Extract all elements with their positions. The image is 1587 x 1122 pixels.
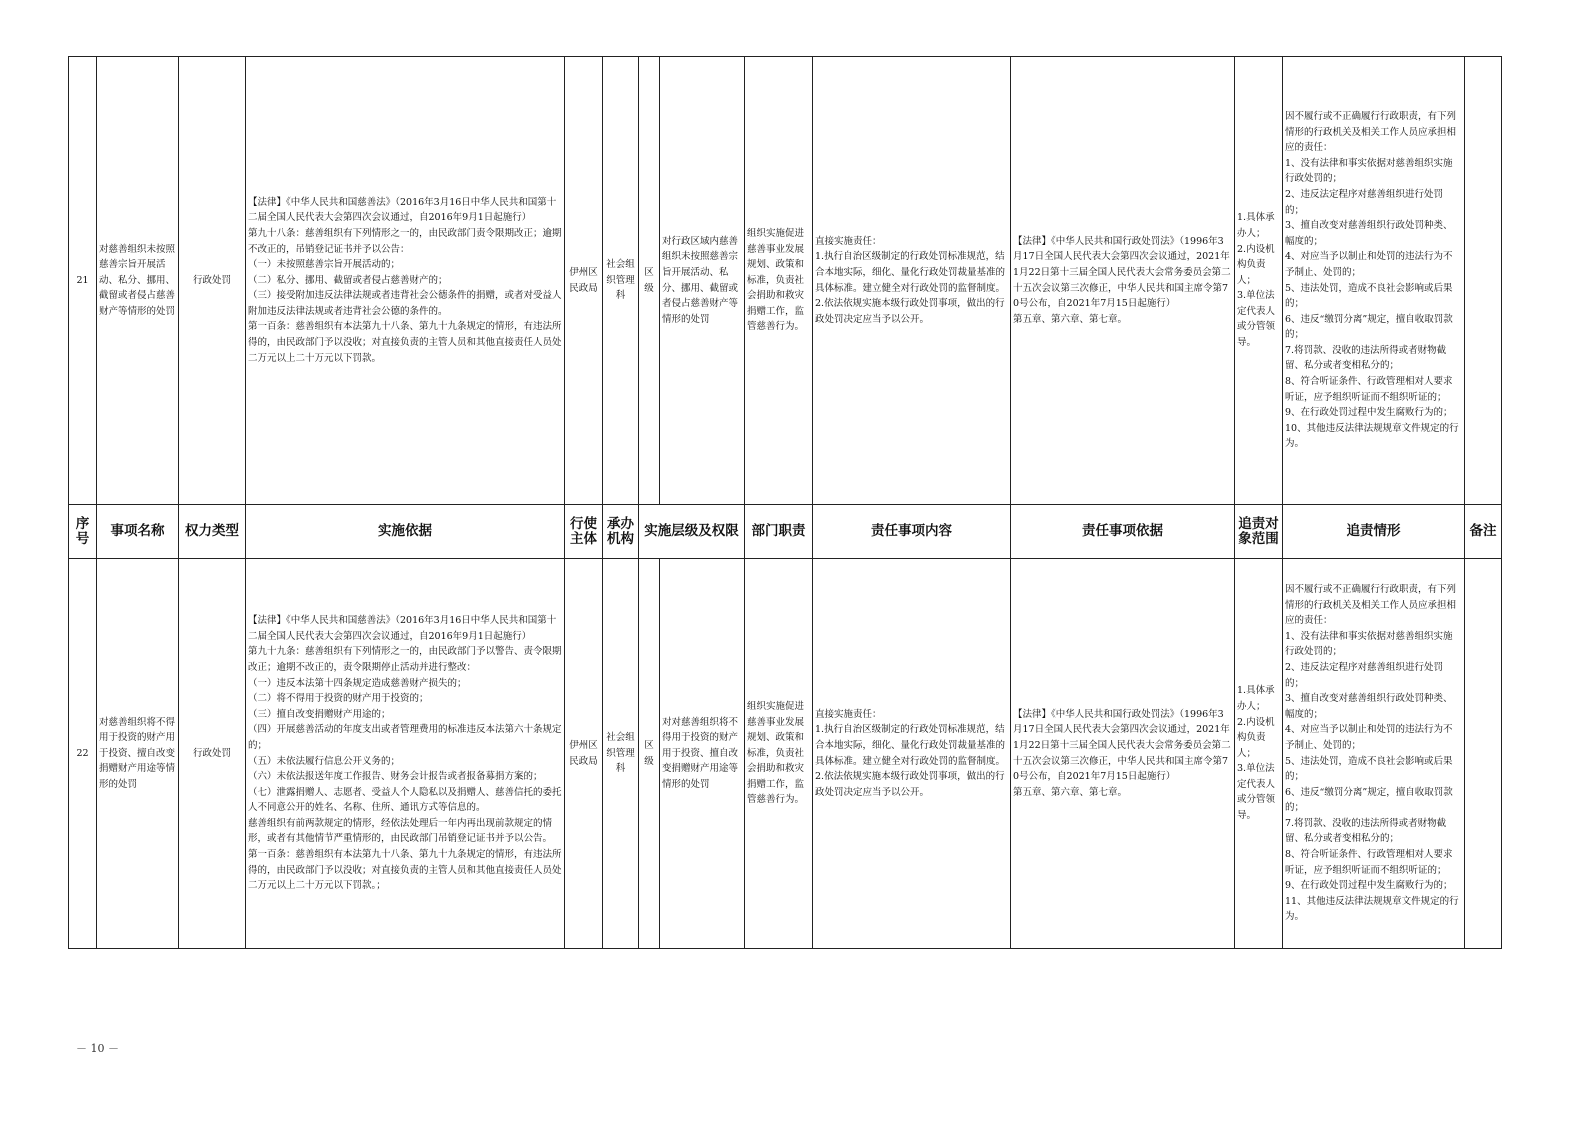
- item-name: 对慈善组织未按照慈善宗旨开展活动、私分、挪用、截留或者侵占慈善财产等情形的处罚: [97, 57, 179, 505]
- department-duty: 组织实施促进慈善事业发展规划、政策和标准，负责社会捐助和救灾捐赠工作，监管慈善行为。: [745, 559, 813, 949]
- handling-agency: 社会组织管理科: [603, 559, 639, 949]
- header-duty: 部门职责: [745, 505, 813, 559]
- table-row: [69, 57, 1502, 505]
- table-header-row: [69, 505, 1502, 559]
- header-targets: 追责对象范围: [1235, 505, 1283, 559]
- handling-agency: 社会组织管理科: [603, 57, 639, 505]
- header-agency: 承办机构: [603, 505, 639, 559]
- header-item-name: 事项名称: [97, 505, 179, 559]
- header-content: 责任事项内容: [813, 505, 1011, 559]
- accountability-circumstances: 因不履行或不正确履行行政职责，有下列情形的行政机关及相关工作人员应承担相应的责任： 1、没有法律和事实依据对慈善组织实施行政处罚的； 2、违反法定程序对慈善组织进行处罚的； 3、擅自改变对慈善组织行政处罚种类、幅度的； 4、对应当予以制止和处罚的违法行为不予制止、处罚的； 5、违法处罚，造成不良社会影响或后果的； 6、违反“缴罚分离”规定，擅自收取罚款的； 7.将罚款、没收的违法所得或者财物截留、私分或者变相私分的； 8、符合听证条件、行政管理相对人要求听证，应予组织听证而不组织听证的； 9、在行政处罚过程中发生腐败行为的； 10、其他违反法律法规规章文件规定的行为。: [1283, 57, 1465, 505]
- row-number: 22: [69, 559, 97, 949]
- executing-subject: 伊州区民政局: [565, 559, 603, 949]
- power-type: 行政处罚: [179, 559, 246, 949]
- power-type: 行政处罚: [179, 57, 246, 505]
- responsibility-content: 直接实施责任： 1.执行自治区级制定的行政处罚标准规范，结合本地实际，细化、量化行政处罚裁量基准的具体标准。建立健全对行政处罚的监督制度。 2.依法依规实施本级行政处罚事项，做出的行政处罚决定应当予以公开。: [813, 57, 1011, 505]
- level-indicator: 区级: [639, 559, 660, 949]
- header-level: 实施层级及权限: [639, 505, 745, 559]
- level-scope: 对行政区域内慈善组织未按照慈善宗旨开展活动、私分、挪用、截留或者侵占慈善财产等情形的处罚: [660, 57, 745, 505]
- header-subject: 行使主体: [565, 505, 603, 559]
- remark: [1465, 559, 1502, 949]
- header-basis: 实施依据: [246, 505, 565, 559]
- responsibility-basis: 【法律】《中华人民共和国行政处罚法》（1996年3月17日全国人民代表大会第四次会议通过，2021年1月22日第十三届全国人民代表大会常务委员会第二十五次会议第三次修正，中华人民共和国主席令第70号公布，自2021年7月15日起施行） 第五章、第六章、第七章。: [1011, 57, 1235, 505]
- table-row: [69, 559, 1502, 949]
- responsibility-content: 直接实施责任： 1.执行自治区级制定的行政处罚标准规范，结合本地实际，细化、量化行政处罚裁量基准的具体标准。建立健全对行政处罚的监督制度。 2.依法依规实施本级行政处罚事项，做出的行政处罚决定应当予以公开。: [813, 559, 1011, 949]
- executing-subject: 伊州区民政局: [565, 57, 603, 505]
- header-power-type: 权力类型: [179, 505, 246, 559]
- implementation-basis: 【法律】《中华人民共和国慈善法》（2016年3月16日中华人民共和国第十二届全国人民代表大会第四次会议通过，自2016年9月1日起施行） 第九十九条：慈善组织有下列情形之一的，由民政部门予以警告、责令限期改正；逾期不改正的，责令限期停止活动并进行整改： （一）违反本法第十四条规定造成慈善财产损失的； （二）将不得用于投资的财产用于投资的； （三）擅自改变捐赠财产用途的； （四）开展慈善活动的年度支出或者管理费用的标准违反本法第六十条规定的； （五）未依法履行信息公开义务的； （六）未依法报送年度工作报告、财务会计报告或者报备募捐方案的； （七）泄露捐赠人、志愿者、受益人个人隐私以及捐赠人、慈善信托的委托人不同意公开的姓名、名称、住所、通讯方式等信息的。 慈善组织有前两款规定的情形，经依法处理后一年内再出现前款规定的情形，或者有其他情节严重情形的，由民政部门吊销登记证书并予以公告。 第一百条：慈善组织有本法第九十八条、第九十九条规定的情形，有违法所得的，由民政部门予以没收；对直接负责的主管人员和其他直接责任人员处二万元以上二十万元以下罚款。；: [246, 559, 565, 949]
- responsibility-basis: 【法律】《中华人民共和国行政处罚法》（1996年3月17日全国人民代表大会第四次会议通过，2021年1月22日第十三届全国人民代表大会常务委员会第二十五次会议第三次修正，中华人民共和国主席令第70号公布，自2021年7月15日起施行） 第五章、第六章、第七章。: [1011, 559, 1235, 949]
- remark: [1465, 57, 1502, 505]
- row-number: 21: [69, 57, 97, 505]
- department-duty: 组织实施促进慈善事业发展规划、政策和标准，负责社会捐助和救灾捐赠工作，监管慈善行为。: [745, 57, 813, 505]
- header-resp-basis: 责任事项依据: [1011, 505, 1235, 559]
- level-indicator: 区级: [639, 57, 660, 505]
- level-scope: 对对慈善组织将不得用于投资的财产用于投资、擅自改变捐赠财产用途等情形的处罚: [660, 559, 745, 949]
- page-number: － 10 －: [76, 1042, 119, 1055]
- implementation-basis: 【法律】《中华人民共和国慈善法》（2016年3月16日中华人民共和国第十二届全国人民代表大会第四次会议通过，自2016年9月1日起施行） 第九十八条：慈善组织有下列情形之一的，由民政部门责令限期改正；逾期不改正的，吊销登记证书并予以公告： （一）未按照慈善宗旨开展活动的； （二）私分、挪用、截留或者侵占慈善财产的； （三）接受附加违反法律法规或者违背社会公德条件的捐赠，或者对受益人附加违反法律法规或者违背社会公德的条件的。 第一百条：慈善组织有本法第九十八条、第九十九条规定的情形，有违法所得的，由民政部门予以没收；对直接负责的主管人员和其他直接责任人员处二万元以上二十万元以下罚款。: [246, 57, 565, 505]
- accountability-targets: 1.具体承办人； 2.内设机构负责人； 3.单位法定代表人或分管领导。: [1235, 57, 1283, 505]
- header-remark: 备注: [1465, 505, 1502, 559]
- powers-table: [68, 56, 1502, 949]
- accountability-targets: 1.具体承办人； 2.内设机构负责人； 3.单位法定代表人或分管领导。: [1235, 559, 1283, 949]
- accountability-circumstances: 因不履行或不正确履行行政职责，有下列情形的行政机关及相关工作人员应承担相应的责任： 1、没有法律和事实依据对慈善组织实施行政处罚的； 2、违反法定程序对慈善组织进行处罚的； 3、擅自改变对慈善组织行政处罚种类、幅度的； 4、对应当予以制止和处罚的违法行为不予制止、处罚的； 5、违法处罚，造成不良社会影响或后果的； 6、违反“缴罚分离”规定，擅自收取罚款的； 7.将罚款、没收的违法所得或者财物截留、私分或者变相私分的； 8、符合听证条件、行政管理相对人要求听证，应予组织听证而不组织听证的； 9、在行政处罚过程中发生腐败行为的； 11、其他违反法律法规规章文件规定的行为。: [1283, 559, 1465, 949]
- header-no: 序号: [69, 505, 97, 559]
- item-name: 对慈善组织将不得用于投资的财产用于投资、擅自改变捐赠财产用途等情形的处罚: [97, 559, 179, 949]
- header-circumstances: 追责情形: [1283, 505, 1465, 559]
